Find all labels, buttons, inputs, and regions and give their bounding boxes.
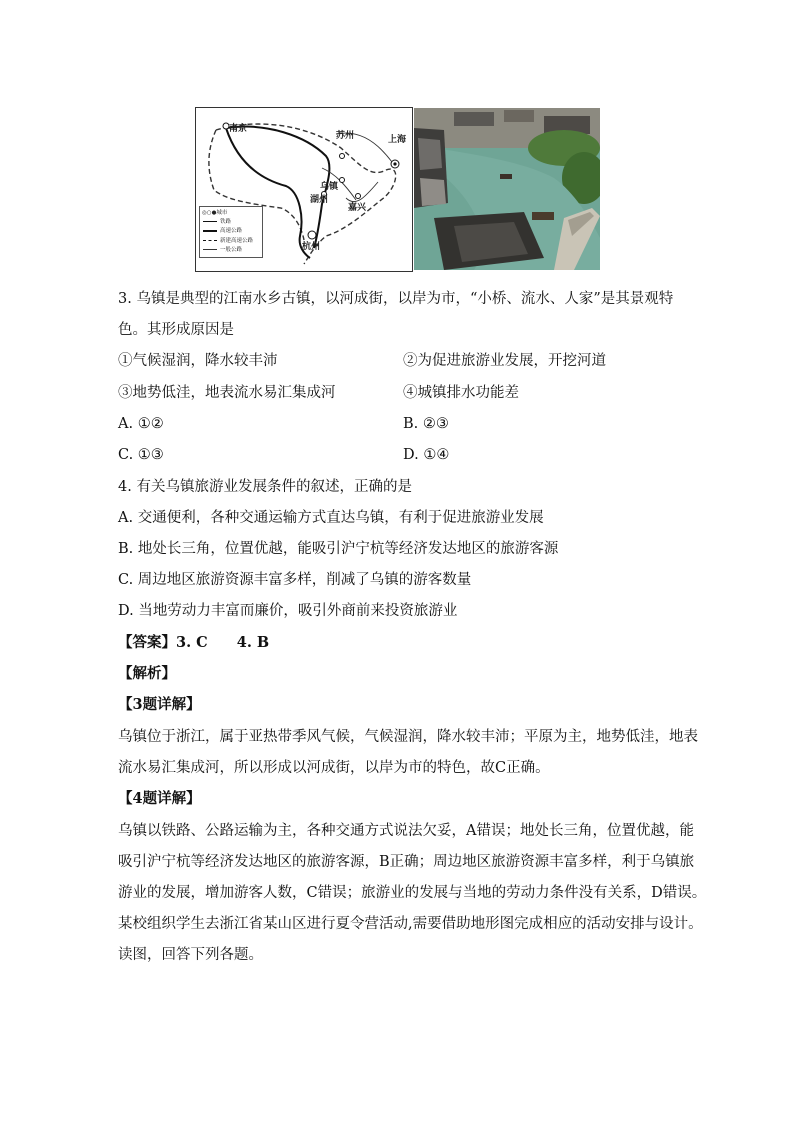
analysis-heading: 【解析】: [118, 665, 176, 682]
city-marker-wuzhen: [340, 178, 345, 183]
q3-choice-b: B. ②③: [403, 416, 449, 432]
city-marker-suzhou: [340, 154, 345, 159]
q4-stem: 4. 有关乌镇旅游业发展条件的叙述，正确的是: [118, 479, 412, 495]
q4-detail-line1: 乌镇以铁路、公路运输为主，各种交通方式说法欠妥，A错误；地处长三角，位置优越，能: [118, 823, 694, 839]
q4-choice-a: A. 交通便利，各种交通运输方式直达乌镇，有利于促进旅游业发展: [118, 510, 544, 526]
q3-option-2: ②为促进旅游业发展，开挖河道: [403, 353, 606, 369]
label-shanghai: 上海: [388, 135, 407, 145]
map-legend: [199, 206, 263, 258]
q3-choice-d: D. ①④: [403, 447, 450, 463]
q4-choice-c: C. 周边地区旅游资源丰富多样，削减了乌镇的游客数量: [118, 572, 472, 588]
legend-expressway-swatch: [203, 230, 217, 232]
label-hangzhou: 杭州: [302, 242, 321, 252]
legend-railway-swatch: [203, 221, 217, 222]
label-suzhou: 苏州: [336, 131, 355, 141]
city-marker-shanghai-inner: [393, 162, 396, 165]
q3-choice-a: A. ①②: [118, 416, 164, 432]
answer-line: 【答案】3. C 4. B: [118, 634, 270, 651]
label-nanjing: 南京: [229, 124, 248, 134]
q4-choice-b: B. 地处长三角，位置优越，能吸引沪宁杭等经济发达地区的旅游客源: [118, 541, 559, 557]
city-marker-hangzhou: [308, 231, 316, 239]
q3-option-3: ③地势低洼，地表流水易汇集成河: [118, 385, 336, 401]
q3-option-4: ④城镇排水功能差: [403, 385, 519, 401]
legend-railway: 铁路: [220, 219, 232, 225]
legend-city: ◎○●城市: [202, 210, 228, 216]
label-huzhou: 湖州: [310, 195, 329, 205]
wuzhen-aerial-photo: [414, 108, 600, 270]
transport-map: [195, 107, 413, 272]
legend-new-expressway-swatch: [203, 240, 217, 241]
q3-stem-line1: 3. 乌镇是典型的江南水乡古镇，以河成街，以岸为市，“小桥、流水、人家”是其景观特: [118, 291, 674, 307]
q3-choice-c: C. ①③: [118, 447, 164, 463]
q3-option-1: ①气候湿润，降水较丰沛: [118, 353, 278, 369]
city-marker-jiaxing: [356, 194, 361, 199]
q4-choice-d: D. 当地劳动力丰富而廉价，吸引外商前来投资旅游业: [118, 603, 458, 619]
next-intro-line1: 某校组织学生去浙江省某山区进行夏令营活动,需要借助地形图完成相应的活动安排与设计。: [118, 916, 703, 932]
q4-detail-line2: 吸引沪宁杭等经济发达地区的旅游客源，B正确；周边地区旅游资源丰富多样，利于乌镇旅: [118, 854, 695, 870]
q4-detail-line3: 游业的发展，增加游客人数，C错误；旅游业的发展与当地的劳动力条件没有关系，D错误。: [118, 885, 707, 901]
legend-new-expressway: 新建高速公路: [220, 238, 254, 244]
legend-expressway: 高速公路: [220, 228, 243, 234]
next-intro-line2: 读图，回答下列各题。: [118, 947, 263, 963]
legend-local-road-swatch: [203, 249, 217, 250]
q3-detail-line1: 乌镇位于浙江，属于亚热带季风气候，气候湿润，降水较丰沛；平原为主，地势低洼，地表: [118, 729, 698, 745]
q3-detail-line2: 流水易汇集成河，所以形成以河成街，以岸为市的特色，故C正确。: [118, 760, 550, 776]
legend-local-road: 一般公路: [220, 247, 243, 253]
label-wuzhen: 乌镇: [320, 182, 339, 192]
q4-detail-heading: 【4题详解】: [118, 790, 201, 807]
q3-stem-line2: 色。其形成原因是: [118, 322, 234, 338]
q3-detail-heading: 【3题详解】: [118, 696, 201, 713]
label-jiaxing: 嘉兴: [348, 203, 367, 213]
